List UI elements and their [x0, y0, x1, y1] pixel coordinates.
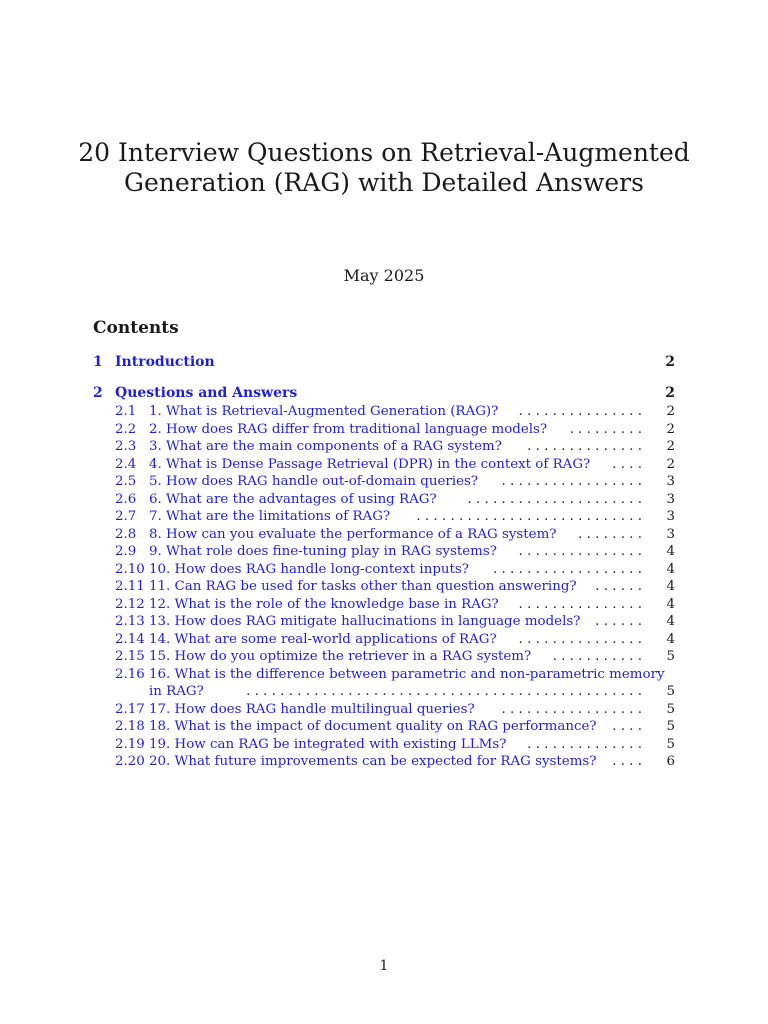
dot-leader: . . . . . . . . . . . . . . . [514, 596, 642, 612]
subsection-page: 2 [666, 404, 675, 419]
subsection-page: 2 [666, 421, 675, 437]
document-date: May 2025 [343, 266, 425, 285]
subsection-label: 10. How does RAG handle long-context inputs? [149, 561, 469, 577]
subsection-page: 4 [666, 544, 675, 559]
subsection-page: 5 [666, 701, 675, 717]
toc-subsection[interactable] [115, 613, 675, 631]
dot-leader: . . . . [607, 456, 642, 472]
dot-leader: . . . . . . . . [573, 526, 642, 542]
dot-leader: . . . . . . . . . . . . . . . [514, 631, 642, 647]
section-label: Introduction [115, 354, 215, 370]
section-page: 2 [665, 354, 675, 370]
toc-subsection[interactable] [115, 648, 675, 666]
toc-subsection[interactable] [115, 753, 675, 771]
subsection-label: 19. How can RAG be integrated with existing LLMs? [149, 736, 507, 752]
subsection-number: 2.4 [115, 456, 137, 472]
toc-section-1[interactable] [93, 352, 675, 372]
subsection-page: 4 [666, 561, 675, 577]
subsection-label: 9. What role does fine-tuning play in RAG systems? [149, 544, 497, 559]
dot-leader: . . . . . . . . . . . . . . . . . [497, 474, 642, 489]
dot-leader: . . . . . . . . . . . . . . . [514, 544, 642, 559]
toc-subsection[interactable] [115, 596, 675, 614]
subsection-page: 6 [666, 754, 675, 769]
dot-leader: . . . . . . [590, 579, 642, 594]
subsection-page: 2 [666, 439, 675, 454]
subsection-page: 3 [666, 509, 675, 524]
subsection-page: 4 [666, 614, 675, 629]
toc-subsection[interactable] [115, 543, 675, 561]
toc-subsection[interactable] [115, 631, 675, 649]
dot-leader: . . . . . . . . . . . . . . . . . . . . . . . . . . . . . . . . . . . . . . . . . . . . . . . [241, 684, 642, 699]
toc-subsection[interactable] [115, 403, 675, 421]
toc-section-2[interactable] [93, 383, 675, 403]
subsection-page: 3 [666, 474, 675, 489]
subsection-number: 2.17 [115, 701, 145, 717]
dot-leader: . . . . . . . . . . . . . . . . . . . . . . . . . . . [412, 509, 642, 524]
dot-leader: . . . . . . . . . [565, 421, 642, 437]
subsection-number: 2.9 [115, 544, 137, 559]
page-number: 1 [379, 958, 389, 974]
subsection-page: 4 [666, 579, 675, 594]
dot-leader: . . . . . . . . . . . . . . . . . . [488, 561, 642, 577]
dot-leader: . . . . . . . . . . . . . . [522, 439, 642, 454]
subsection-label: 7. What are the limitations of RAG? [149, 509, 391, 524]
subsection-number: 2.11 [115, 579, 145, 594]
toc-subsection[interactable] [115, 473, 675, 491]
subsection-page: 5 [666, 719, 675, 734]
section-number: 2 [93, 385, 103, 401]
subsection-number: 2.10 [115, 561, 145, 577]
subsection-number: 2.16 [115, 666, 145, 682]
subsection-number: 2.7 [115, 509, 137, 524]
subsection-number: 2.6 [115, 491, 137, 507]
subsection-number: 2.3 [115, 439, 137, 454]
subsection-number: 2.20 [115, 754, 145, 769]
subsection-label: 6. What are the advantages of using RAG? [149, 491, 437, 507]
subsection-label: 2. How does RAG differ from traditional language models? [149, 421, 548, 437]
section-page: 2 [665, 385, 675, 401]
toc-subsection[interactable] [115, 736, 675, 754]
subsection-number: 2.18 [115, 719, 145, 734]
subsection-label: 16. What is the difference between parametric and non-parametric memory [149, 666, 665, 682]
subsection-label: 17. How does RAG handle multilingual queries? [149, 701, 475, 717]
subsection-number: 2.8 [115, 526, 137, 542]
subsection-page: 4 [666, 596, 675, 612]
dot-leader: . . . . [607, 754, 642, 769]
subsection-label: 20. What future improvements can be expected for RAG systems? [149, 754, 597, 769]
subsection-page: 2 [666, 456, 675, 472]
toc-subsection[interactable] [115, 491, 675, 509]
subsection-label: 4. What is Dense Passage Retrieval (DPR) in the context of RAG? [149, 456, 591, 472]
toc-subsection[interactable] [115, 421, 675, 439]
subsection-label: 1. What is Retrieval-Augmented Generation (RAG)? [149, 404, 499, 419]
subsection-page: 3 [666, 491, 675, 507]
document-title [0, 138, 768, 198]
dot-leader: . . . . . . . . . . . [548, 649, 642, 664]
subsection-label-continued: in RAG? [149, 684, 204, 699]
subsection-label: 8. How can you evaluate the performance of a RAG system? [149, 526, 557, 542]
subsection-number: 2.2 [115, 421, 137, 437]
toc-subsection[interactable] [115, 561, 675, 579]
subsection-label: 3. What are the main components of a RAG system? [149, 439, 502, 454]
subsection-number: 2.14 [115, 631, 145, 647]
subsection-page: 4 [666, 631, 675, 647]
toc-subsection[interactable] [115, 578, 675, 596]
dot-leader: . . . . [607, 719, 642, 734]
subsection-label: 12. What is the role of the knowledge base in RAG? [149, 596, 499, 612]
dot-leader: . . . . . . . . . . . . . . . . . . . . . [463, 491, 642, 507]
subsection-number: 2.19 [115, 736, 145, 752]
subsection-number: 2.13 [115, 614, 145, 629]
dot-leader: . . . . . . . . . . . . . . [522, 736, 642, 752]
subsection-number: 2.5 [115, 474, 137, 489]
subsection-number: 2.12 [115, 596, 145, 612]
toc-subsection[interactable] [115, 526, 675, 544]
subsection-page: 3 [666, 526, 675, 542]
toc-subsection[interactable] [115, 718, 675, 736]
subsection-label: 5. How does RAG handle out-of-domain queries? [149, 474, 479, 489]
title-line-1: 20 Interview Questions on Retrieval-Augmented [78, 138, 690, 167]
contents-heading: Contents [93, 318, 179, 338]
toc-subsection[interactable] [115, 438, 675, 456]
dot-leader: . . . . . . . . . . . . . . . . . [497, 701, 642, 717]
dot-leader: . . . . . . [590, 614, 642, 629]
title-line-2: Generation (RAG) with Detailed Answers [124, 168, 644, 197]
section-number: 1 [93, 354, 103, 370]
section-label: Questions and Answers [115, 385, 298, 401]
subsection-label: 11. Can RAG be used for tasks other than question answering? [149, 579, 577, 594]
subsection-page: 5 [666, 684, 675, 699]
subsection-label: 18. What is the impact of document quality on RAG performance? [149, 719, 597, 734]
subsection-number: 2.15 [115, 649, 145, 664]
toc-subsection[interactable] [115, 701, 675, 719]
dot-leader: . . . . . . . . . . . . . . . [514, 404, 642, 419]
subsection-label: 13. How does RAG mitigate hallucinations in language models? [149, 614, 581, 629]
subsection-label: 15. How do you optimize the retriever in a RAG system? [149, 649, 532, 664]
toc-subsection[interactable] [115, 508, 675, 526]
subsection-label: 14. What are some real-world applications of RAG? [149, 631, 497, 647]
subsection-page: 5 [666, 736, 675, 752]
subsection-number: 2.1 [115, 404, 137, 419]
toc-subsection[interactable] [115, 666, 675, 701]
subsection-page: 5 [666, 649, 675, 664]
toc-subsection[interactable] [115, 456, 675, 474]
